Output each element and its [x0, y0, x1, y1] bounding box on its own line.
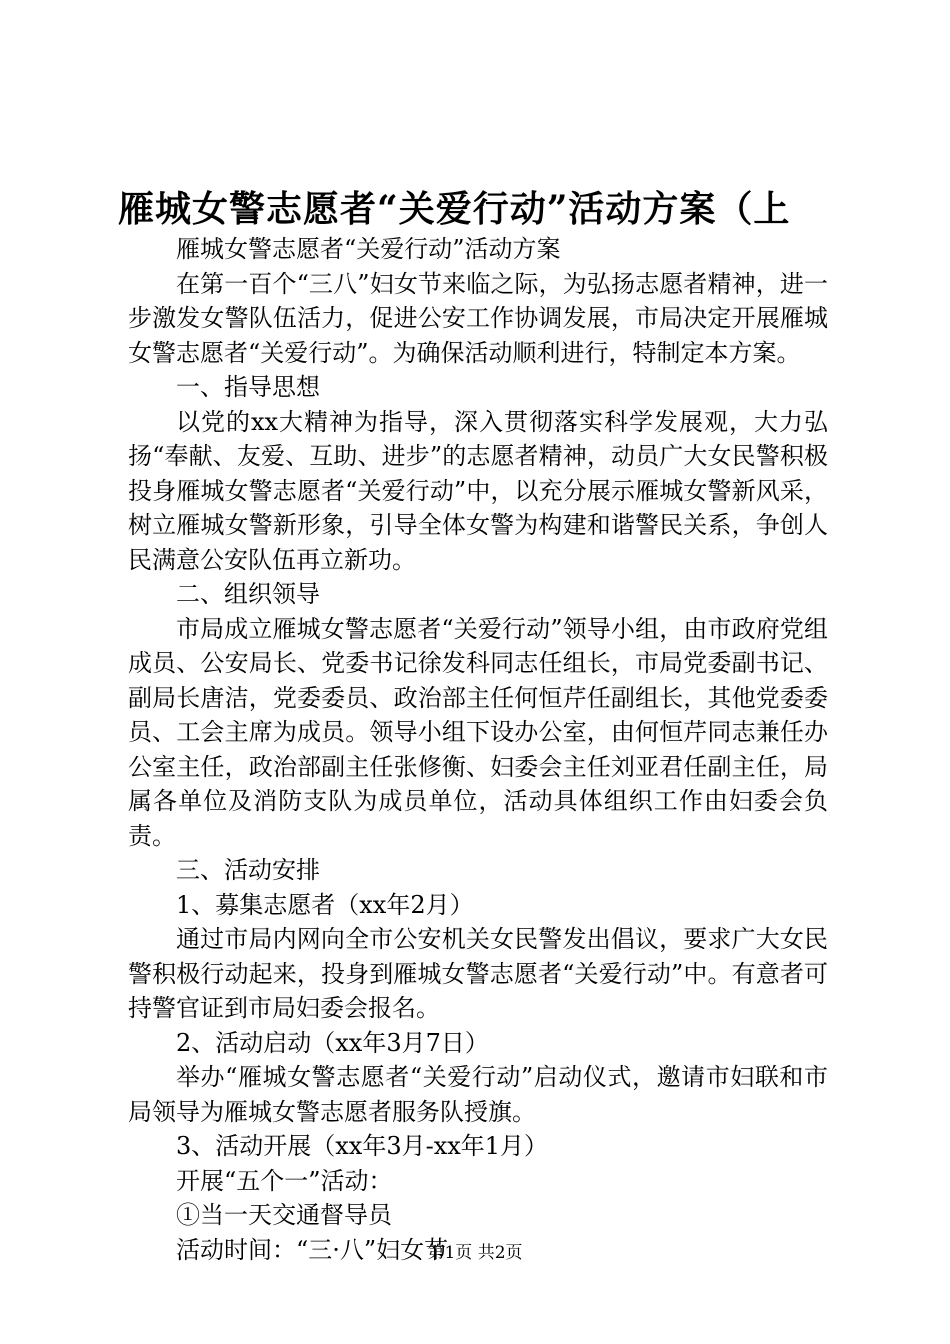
document-body: [128, 232, 828, 1267]
paragraph: ①当一天交通督导员: [176, 1201, 392, 1229]
document-title: 雁城女警志愿者“关爱行动”活动方案（上: [118, 188, 791, 230]
paragraph: 开展“五个一”活动：: [176, 1166, 393, 1195]
paragraph: 以党的xx大精神为指导，深入贯彻落实科学发展观，大力弘扬“奉献、友爱、互助、进步”的志愿者精神，动员广大女民警积极投身雁城女警志愿者“关爱行动”中，以充分展示雁城女警新风采，树立雁城女警新形象，引导全体女警为构建和谐警民关系，争创人民满意公安队伍再立新功。: [128, 407, 828, 574]
paragraph: 1、募集志愿者（xx年2月）: [176, 890, 474, 919]
paragraph: 活动时间：“三·八”妇女节: [176, 1235, 449, 1264]
paragraph: 雁城女警志愿者“关爱行动”活动方案: [176, 235, 561, 263]
paragraph: 3、活动开展（xx年3月-xx年1月）: [176, 1132, 549, 1160]
paragraph: 通过市局内网向全市公安机关女民警发出倡议，要求广大女民警积极行动起来，投身到雁城女警志愿者“关爱行动”中。有意者可持警官证到市局妇委会报名。: [128, 925, 828, 1022]
paragraph: 一、指导思想: [176, 373, 320, 401]
page-footer: 第1页 共2页: [427, 1243, 523, 1263]
paragraph: 三、活动安排: [176, 856, 320, 884]
paragraph: 举办“雁城女警志愿者“关爱行动”启动仪式，邀请市妇联和市局领导为雁城女警志愿者服务队授旗。: [128, 1063, 828, 1126]
paragraph: 市局成立雁城女警志愿者“关爱行动”领导小组，由市政府党组成员、公安局长、党委书记徐发科同志任组长，市局党委副书记、副局长唐洁，党委委员、政治部主任何恒芹任副组长，其他党委委员、工会主席为成员。领导小组下设办公室，由何恒芹同志兼任办公室主任，政治部副主任张修衡、妇委会主任刘亚君任副主任，局属各单位及消防支队为成员单位，活动具体组织工作由妇委会负责。: [128, 614, 828, 850]
paragraph: 2、活动启动（xx年3月7日）: [176, 1028, 489, 1057]
paragraph: 二、组织领导: [176, 580, 320, 608]
paragraph: 在第一百个“三八”妇女节来临之际，为弘扬志愿者精神，进一步激发女警队伍活力，促进公安工作协调发展，市局决定开展雁城女警志愿者“关爱行动”。为确保活动顺利进行，特制定本方案。: [128, 269, 828, 367]
